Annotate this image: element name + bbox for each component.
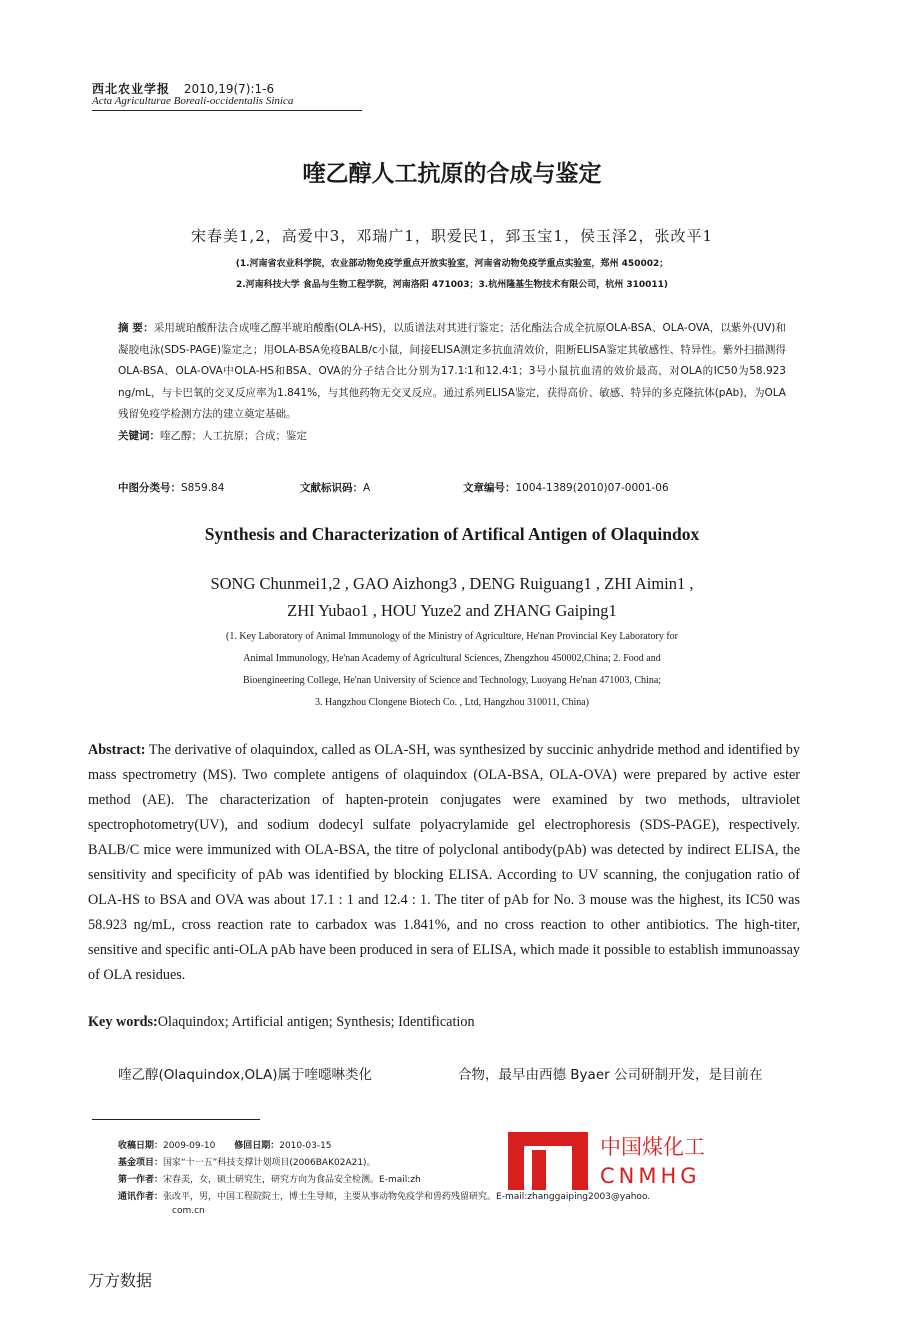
footnote-dates: 收稿日期：2009-09-10 修回日期：2010-03-15 — [118, 1141, 332, 1151]
abstract-cn-text: 采用琥珀酸酐法合成喹乙醇半琥珀酸酯(OLA-HS)，以质谱法对其进行鉴定；活化酯法合成全抗原OLA-BSA、OLA-OVA，以紫外(UV)和凝胶电泳(SDS-PAGE)鉴定之；用OLA-BSA免疫BALB/c小鼠，间接ELISA测定多抗血清效价，阻断ELISA鉴定其敏感性、特异性。紫外扫描测得OLA-BSA、OLA-OVA中OLA-HS和BSA、OVA的分子结合比分别为17.1∶1和12.4∶1；3号小鼠抗血清的效价最高，对OLA的IC50为58.923 ng/mL，与卡巴氧的交叉反应率为1.841%，与其他药物无交叉反应。通过系列ELISA鉴定，获得高价、敏感、特异的多克隆抗体(pAb)，为OLA残留免疫学检测方法的建立奠定基础。 — [118, 322, 787, 420]
header-rule — [92, 110, 362, 111]
cnmhg-logo — [508, 1128, 738, 1190]
title-en: Synthesis and Characterization of Artifical Antigen of Olaquindox — [204, 524, 700, 544]
keywords-en-text: Olaquindox; Artificial antigen; Synthesis; Identification — [157, 1014, 475, 1030]
footnote-corresponding-cont: com.cn — [172, 1206, 205, 1216]
intro-left: 喹乙醇(Olaquindox,OLA)属于喹噁啉类化 — [118, 1067, 373, 1083]
abstract-en — [88, 738, 800, 988]
authors-en-line: ZHI Yubao1 , HOU Yuze2 and ZHANG Gaiping1 — [287, 601, 617, 620]
affiliation-cn-line: (1.河南省农业科学院，农业部动物免疫学重点开放实验室，河南省动物免疫学重点实验室，郑州 450002； — [235, 259, 669, 269]
abstract-en-text: The derivative of olaquindox, called as OLA-SH, was synthesized by succinic anhydride method and identified by mass spectrometry (MS). Two complete antigens of olaquindox (OLA-BSA, OLA-OVA) were prepared by active ester method (AE). The characterization of hapten-protein conjugates were examined by two methods, ultraviolet spectrophotometry(UV), and sodium dodecyl sulfate polyacrylamide gel electrophoresis (SDS-PAGE), respectively. BALB/C mice were immunized with OLA-BSA, the titre of polyclonal antibody(pAb) was detected by indirect ELISA, the sensitivity and specificity of pAb was identified by blocking ELISA. According to UV scanning, the conjugation ratio of OLA-HS to BSA and OVA was about 17.1 : 1 and 12.4 : 1. The titer of pAb for No. 3 mouse was the highest, its IC50 was 58.923 ng/mL, cross reaction rate to carbadox was 1.841%, and no cross reaction to other antibiotics. The high-titer, sensitive and specific anti-OLA pAb have been produced in sera of ELISA, which made it possible to establish immunoassay of OLA residues. — [88, 742, 800, 983]
affiliation-cn-line: 2.河南科技大学 食品与生物工程学院，河南洛阳 471003；3.杭州隆基生物技术有限公司，杭州 310011) — [235, 280, 669, 290]
abstract-cn — [118, 318, 786, 447]
intro-right: 合物，最早由西德 Byaer 公司研制开发，是目前在 — [458, 1067, 763, 1083]
cnmhg-logo-mark — [508, 1128, 738, 1190]
title-cn: 喹乙醇人工抗原的合成与鉴定 — [302, 161, 602, 187]
abstract-en-label: Abstract: — [88, 742, 146, 758]
journal-issue: 2010,19(7):1-6 — [183, 82, 275, 96]
article-number: 文章编号：1004-1389(2010)07-0001-06 — [463, 482, 669, 494]
affiliation-en-line: Bioengineering College, He'nan University of Science and Technology, Luoyang He'nan 471003, China; — [242, 675, 662, 686]
keywords-en — [88, 1014, 475, 1031]
journal-name-en: Acta Agriculturae Boreali-occidentalis Sinica — [92, 95, 294, 107]
authors-cn: 宋春美1,2，高爱中3，邓瑞广1，职爱民1，郅玉宝1，侯玉泽2，张改平1 — [190, 227, 714, 245]
keywords-en-label: Key words: — [88, 1014, 158, 1030]
logo-name-cn: 中国煤化工 — [600, 1135, 705, 1159]
footnote-fund: 基金项目：国家“十一五”科技支撑计划项目(2006BAK02A21)。 — [118, 1158, 376, 1168]
clc-code: 中图分类号：S859.84 — [118, 482, 225, 494]
logo-name-en: CNMHG — [600, 1164, 701, 1188]
wanfang-watermark: 万方数据 — [88, 1271, 153, 1290]
affiliation-en-line: 3. Hangzhou Clongene Biotech Co. , Ltd, Hangzhou 310011, China) — [314, 697, 590, 708]
affiliation-en-line: Animal Immunology, He'nan Academy of Agricultural Sciences, Zhengzhou 450002,China; 2. Food and — [243, 653, 661, 664]
doc-code: 文献标识码：A — [300, 482, 371, 494]
abstract-cn-label: 摘 要： — [118, 322, 154, 334]
keywords-cn-text: 喹乙醇；人工抗原；合成；鉴定 — [160, 429, 307, 442]
footnote-first-author: 第一作者：宋春美，女，硕士研究生，研究方向为食品安全检测。E-mail:zh — [118, 1175, 421, 1185]
keywords-cn-label: 关键词： — [118, 429, 160, 442]
affiliation-en-line: (1. Key Laboratory of Animal Immunology of the Ministry of Agriculture, He'nan Provincial Key Laboratory for — [226, 631, 678, 642]
footnote-corresponding: 通讯作者：张改平，男，中国工程院院士，博士生导师，主要从事动物免疫学和兽药残留研究。E-mail:zhanggaiping2003@yahoo. — [118, 1192, 651, 1202]
authors-en-line: SONG Chunmei1,2 , GAO Aizhong3 , DENG Ruiguang1 , ZHI Aimin1 , — [210, 574, 694, 593]
footnote-rule — [92, 1119, 260, 1120]
journal-name-cn: 西北农业学报 — [92, 82, 171, 96]
